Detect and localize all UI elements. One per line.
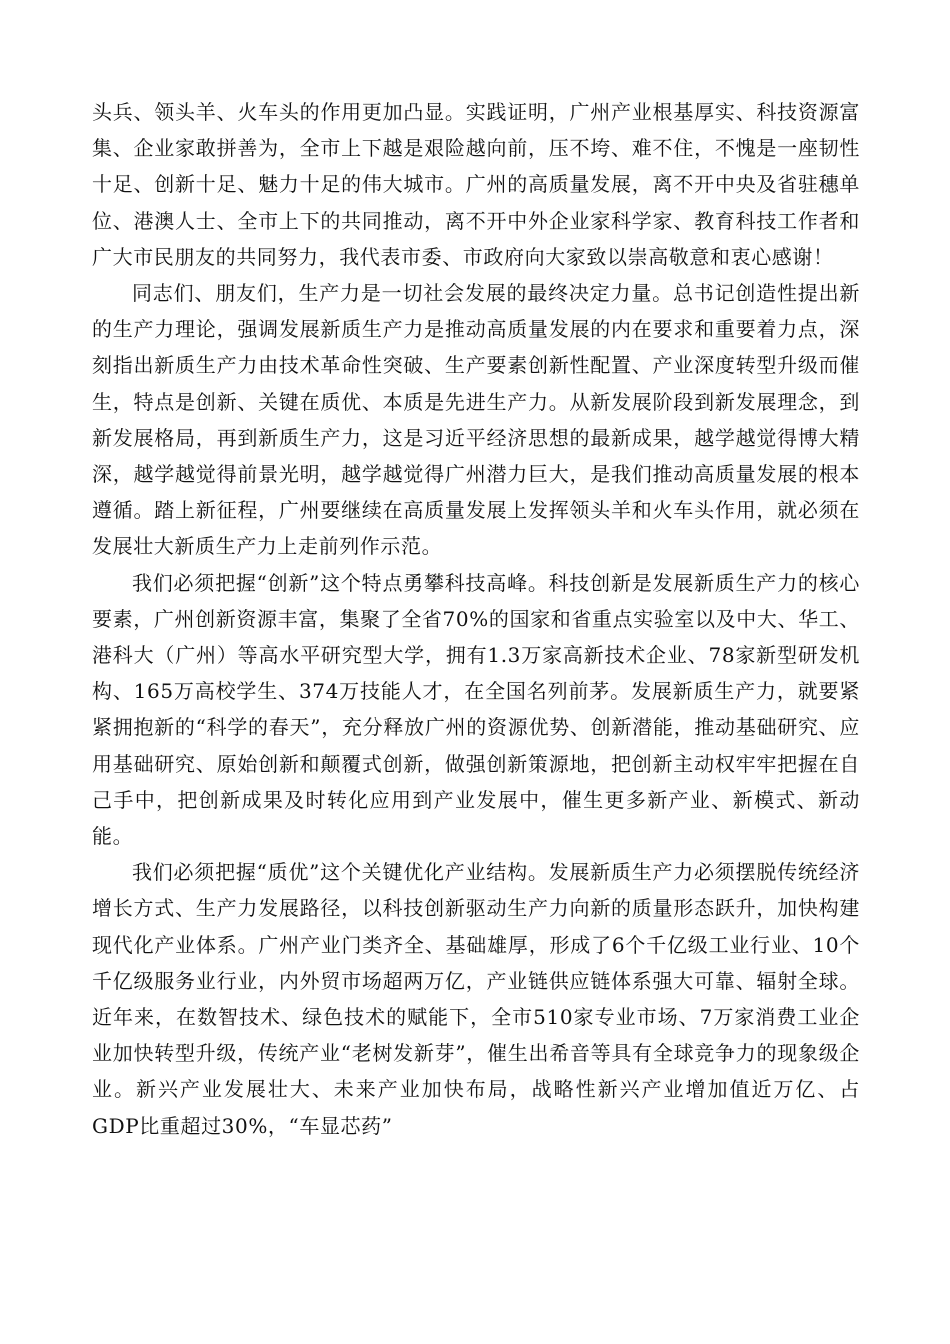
paragraph-4: 我们必须把握“质优”这个关键优化产业结构。发展新质生产力必须摆脱传统经济增长方式、生产力发展路径，以科技创新驱动生产力向新的质量形态跃升，加快构建现代化产业体系。广州产业门类齐全、基础雄厚，形成了6个千亿级工业行业、10个千亿级服务业行业，内外贸市场超两万亿，产业链供应链体系强大可靠、辐射全球。近年来，在数智技术、绿色技术的赋能下，全市510家专业市场、7万家消费工业企业加快转型升级，传统产业“老树发新芽”，催生出希音等具有全球竞争力的现象级企业。新兴产业发展壮大、未来产业加快布局，战略性新兴产业增加值近万亿、占GDP比重超过30%，“车显芯药” — [92, 860, 860, 1138]
paragraph-1: 头兵、领头羊、火车头的作用更加凸显。实践证明，广州产业根基厚实、科技资源富集、企业家敢拼善为，全市上下越是艰险越向前，压不垮、难不住，不愧是一座韧性十足、创新十足、魅力十足的伟大城市。广州的高质量发展，离不开中央及省驻穗单位、港澳人士、全市上下的共同推动，离不开中外企业家科学家、教育科技工作者和广大市民朋友的共同努力，我代表市委、市政府向大家致以崇高敬意和衷心感谢！ — [92, 100, 860, 269]
paragraph-3: 我们必须把握“创新”这个特点勇攀科技高峰。科技创新是发展新质生产力的核心要素，广州创新资源丰富，集聚了全省70%的国家和省重点实验室以及中大、华工、港科大（广州）等高水平研究型大学，拥有1.3万家高新技术企业、78家新型研发机构、165万高校学生、374万技能人才，在全国名列前茅。发展新质生产力，就要紧紧拥抱新的“科学的春天”，充分释放广州的资源优势、创新潜能，推动基础研究、应用基础研究、原始创新和颠覆式创新，做强创新策源地，把创新主动权牢牢把握在自己手中，把创新成果及时转化应用到产业发展中，催生更多新产业、新模式、新动能。 — [92, 570, 860, 849]
paragraph-2: 同志们、朋友们，生产力是一切社会发展的最终决定力量。总书记创造性提出新的生产力理论，强调发展新质生产力是推动高质量发展的内在要求和重要着力点，深刻指出新质生产力由技术革命性突破、生产要素创新性配置、产业深度转型升级而催生，特点是创新、关键在质优、本质是先进生产力。从新发展阶段到新发展理念，到新发展格局，再到新质生产力，这是习近平经济思想的最新成果，越学越觉得博大精深，越学越觉得前景光明，越学越觉得广州潜力巨大，是我们推动高质量发展的根本遵循。踏上新征程，广州要继续在高质量发展上发挥领头羊和火车头作用，就必须在发展壮大新质生产力上走前列作示范。 — [92, 281, 860, 559]
body-text — [92, 94, 860, 1144]
